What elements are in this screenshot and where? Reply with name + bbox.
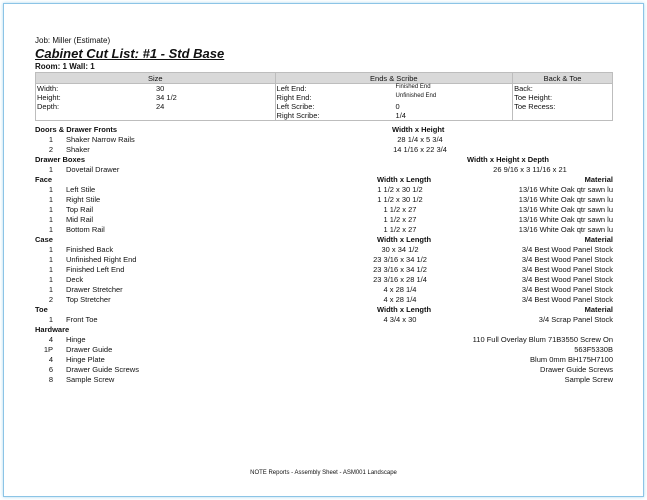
- item-material: 13/16 White Oak qtr sawn lu: [518, 185, 613, 194]
- item-quantity: 1: [48, 275, 53, 284]
- item-name: Hinge: [66, 335, 86, 344]
- list-item: [35, 185, 613, 195]
- item-quantity: 1P: [43, 345, 53, 354]
- list-item: [35, 145, 613, 155]
- item-name: Deck: [66, 275, 84, 284]
- item-name: Left Stile: [66, 185, 96, 194]
- report-footer: NOTE Reports - Assembly Sheet - ASM001 Landscape: [250, 470, 397, 476]
- item-material: Sample Screw: [564, 375, 613, 384]
- column-header-dimensions: Width x Length: [377, 175, 432, 184]
- section-title: Drawer Boxes: [35, 155, 86, 164]
- column-header-material: Material: [584, 305, 613, 314]
- section-header-toe: [35, 305, 613, 315]
- list-item: [35, 195, 613, 205]
- item-material: Drawer Guide Screws: [540, 365, 613, 374]
- item-dimensions: 28 1/4 x 5 3/4: [397, 135, 443, 144]
- item-dimensions: 4 x 28 1/4: [383, 285, 417, 294]
- ends-label: Left End:: [276, 84, 307, 93]
- ends-value: 1/4: [395, 111, 406, 120]
- report-title: Cabinet Cut List: #1 - Std Base: [35, 46, 225, 61]
- list-item: [35, 165, 613, 175]
- item-quantity: 1: [48, 205, 53, 214]
- job-name: Job: Miller (Estimate): [35, 36, 111, 45]
- list-item: [35, 275, 613, 285]
- list-item: [35, 135, 613, 145]
- ends-label: Right End:: [276, 93, 312, 102]
- column-header-dimensions: Width x Height x Depth: [467, 155, 550, 164]
- item-dimensions: 14 1/16 x 22 3/4: [393, 145, 447, 154]
- item-dimensions: 1 1/2 x 30 1/2: [377, 195, 423, 204]
- item-name: Front Toe: [66, 315, 98, 324]
- ends-value: Unfinished End: [395, 93, 437, 99]
- item-name: Shaker Narrow Rails: [66, 135, 135, 144]
- list-item: [35, 225, 613, 235]
- section-header-face: [35, 175, 613, 185]
- list-item: [35, 345, 613, 355]
- ends-cell: [275, 111, 513, 121]
- item-dimensions: 1 1/2 x 30 1/2: [377, 185, 423, 194]
- item-name: Sample Screw: [66, 375, 115, 384]
- item-material: 3/4 Best Wood Panel Stock: [521, 285, 613, 294]
- size-cell: [36, 93, 276, 102]
- summary-table: [35, 72, 613, 121]
- item-name: Dovetail Drawer: [66, 165, 120, 174]
- item-material: 3/4 Best Wood Panel Stock: [521, 245, 613, 254]
- item-name: Unfinished Right End: [66, 255, 137, 264]
- size-header: Size: [36, 73, 276, 84]
- item-dimensions: 30 x 34 1/2: [381, 245, 419, 254]
- item-name: Finished Left End: [66, 265, 125, 274]
- column-header-material: Material: [584, 235, 613, 244]
- item-dimensions: 1 1/2 x 27: [383, 205, 417, 214]
- list-item: [35, 285, 613, 295]
- section-title: Face: [35, 175, 53, 184]
- item-quantity: 1: [48, 225, 53, 234]
- list-item: [35, 315, 613, 325]
- item-material: 13/16 White Oak qtr sawn lu: [518, 205, 613, 214]
- room-wall: Room: 1 Wall: 1: [35, 62, 95, 71]
- size-value: 24: [156, 102, 165, 111]
- list-item: [35, 205, 613, 215]
- item-quantity: 1: [48, 255, 53, 264]
- item-quantity: 1: [48, 135, 53, 144]
- list-item: [35, 355, 613, 365]
- cut-list-sections: [35, 125, 613, 385]
- item-material: 13/16 White Oak qtr sawn lu: [518, 195, 613, 204]
- item-quantity: 1: [48, 285, 53, 294]
- item-name: Shaker: [66, 145, 90, 154]
- item-quantity: 6: [48, 365, 53, 374]
- ends-value: Finished End: [395, 84, 431, 90]
- column-header-dimensions: Width x Height: [392, 125, 445, 134]
- item-quantity: 1: [48, 215, 53, 224]
- section-header-doors: [35, 125, 613, 135]
- size-cell: [36, 84, 276, 94]
- list-item: [35, 245, 613, 255]
- section-title: Case: [35, 235, 53, 244]
- item-name: Mid Rail: [66, 215, 94, 224]
- item-quantity: 2: [48, 145, 53, 154]
- item-name: Top Stretcher: [66, 295, 111, 304]
- size-label: Height:: [37, 93, 61, 102]
- size-cell: [36, 102, 276, 111]
- list-item: [35, 365, 613, 375]
- item-quantity: 8: [48, 375, 53, 384]
- column-header-dimensions: Width x Length: [377, 235, 432, 244]
- size-value: 30: [156, 84, 165, 93]
- back-cell: [513, 111, 613, 121]
- summary-row: [36, 93, 613, 102]
- list-item: [35, 265, 613, 275]
- section-header-case: [35, 235, 613, 245]
- item-quantity: 1: [48, 165, 53, 174]
- item-material: 3/4 Best Wood Panel Stock: [521, 275, 613, 284]
- section-header-drawer_boxes: [35, 155, 613, 165]
- ends-value: 0: [395, 102, 400, 111]
- item-quantity: 1: [48, 265, 53, 274]
- item-name: Drawer Guide Screws: [66, 365, 139, 374]
- item-dimensions: 23 3/16 x 34 1/2: [373, 265, 427, 274]
- item-dimensions: 1 1/2 x 27: [383, 225, 417, 234]
- item-material: 3/4 Best Wood Panel Stock: [521, 295, 613, 304]
- item-quantity: 1: [48, 185, 53, 194]
- item-quantity: 1: [48, 315, 53, 324]
- ends-label: Left Scribe:: [276, 102, 315, 111]
- item-name: Drawer Stretcher: [66, 285, 123, 294]
- list-item: [35, 215, 613, 225]
- column-header-dimensions: Width x Length: [377, 305, 432, 314]
- item-dimensions: 26 9/16 x 3 11/16 x 21: [493, 165, 567, 174]
- item-dimensions: 23 3/16 x 28 1/4: [373, 275, 427, 284]
- item-quantity: 4: [48, 335, 53, 344]
- summary-row: [36, 102, 613, 111]
- size-label: Width:: [37, 84, 59, 93]
- column-header-material: Material: [584, 175, 613, 184]
- ends-label: Right Scribe:: [276, 111, 320, 120]
- item-name: Bottom Rail: [66, 225, 105, 234]
- item-material: 110 Full Overlay Blum 71B3550 Screw On: [472, 335, 613, 344]
- summary-row: [36, 111, 613, 121]
- item-material: 3/4 Best Wood Panel Stock: [521, 255, 613, 264]
- item-name: Right Stile: [66, 195, 101, 204]
- item-dimensions: 1 1/2 x 27: [383, 215, 417, 224]
- item-quantity: 1: [48, 245, 53, 254]
- item-quantity: 1: [48, 195, 53, 204]
- item-material: 13/16 White Oak qtr sawn lu: [518, 215, 613, 224]
- item-material: Blum 0mm BH175H7100: [530, 355, 613, 364]
- section-title: Doors & Drawer Fronts: [35, 125, 118, 134]
- ends-header: Ends & Scribe: [275, 73, 513, 84]
- list-item: [35, 375, 613, 385]
- item-material: 13/16 White Oak qtr sawn lu: [518, 225, 613, 234]
- back-cell: Toe Height:: [513, 93, 613, 102]
- item-quantity: 2: [48, 295, 53, 304]
- ends-cell: [275, 84, 513, 94]
- section-header-hardware: [35, 325, 613, 335]
- item-dimensions: 4 3/4 x 30: [383, 315, 417, 324]
- list-item: [35, 255, 613, 265]
- item-name: Finished Back: [66, 245, 114, 254]
- summary-row: [36, 84, 613, 94]
- section-title: Hardware: [35, 325, 70, 334]
- back-cell: Toe Recess:: [513, 102, 613, 111]
- item-material: 3/4 Scrap Panel Stock: [538, 315, 613, 324]
- size-value: 34 1/2: [156, 93, 177, 102]
- ends-cell: [275, 102, 513, 111]
- item-name: Hinge Plate: [66, 355, 105, 364]
- item-material: 3/4 Best Wood Panel Stock: [521, 265, 613, 274]
- list-item: [35, 295, 613, 305]
- back-cell: Back:: [513, 84, 613, 94]
- list-item: [35, 335, 613, 345]
- item-dimensions: 4 x 28 1/4: [383, 295, 417, 304]
- ends-cell: [275, 93, 513, 102]
- report-page: [35, 36, 613, 385]
- item-material: 563F5330B: [574, 345, 613, 354]
- back-header: Back & Toe: [513, 73, 613, 84]
- size-cell: [36, 111, 276, 121]
- item-name: Drawer Guide: [66, 345, 113, 354]
- size-label: Depth:: [37, 102, 60, 111]
- section-title: Toe: [35, 305, 48, 314]
- item-quantity: 4: [48, 355, 53, 364]
- item-dimensions: 23 3/16 x 34 1/2: [373, 255, 427, 264]
- item-name: Top Rail: [66, 205, 94, 214]
